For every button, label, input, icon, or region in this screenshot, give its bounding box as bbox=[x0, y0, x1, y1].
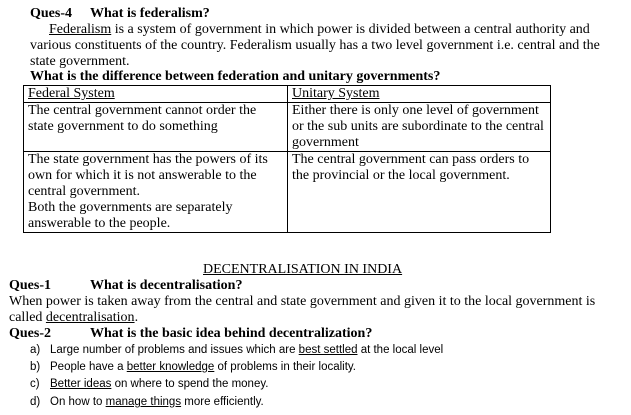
header-federal bbox=[24, 86, 288, 103]
list-text-underlined: best settled bbox=[298, 344, 358, 356]
cell-line: The state government has the powers of its bbox=[28, 152, 268, 167]
list-text-post: more efficiently. bbox=[181, 396, 264, 408]
list-marker: d) bbox=[30, 396, 41, 408]
federalism-term: Federalism bbox=[49, 22, 112, 37]
list-item bbox=[30, 377, 268, 391]
cell-line: or the sub units are subordinate to the central bbox=[292, 119, 544, 134]
q4-answer-line1-rest: is a system of government in which power is divided between a central authority and bbox=[111, 22, 590, 37]
q4-answer-line2: various constituents of the country. Federalism usually has a two level government i.e. central and the bbox=[30, 38, 600, 53]
cell-line: own for which it is not answerable to the bbox=[28, 168, 257, 183]
list-text-pre: Large number of problems and issues which are bbox=[50, 344, 299, 356]
table-row bbox=[24, 103, 551, 152]
row1-federal bbox=[24, 103, 288, 152]
comparison-table bbox=[23, 85, 551, 233]
header-federal-label: Federal System bbox=[28, 86, 115, 101]
header-unitary-label: Unitary System bbox=[292, 86, 380, 101]
q1-answer-line2 bbox=[9, 310, 138, 326]
list-item bbox=[30, 360, 356, 374]
cell-line: Both the governments are separately bbox=[28, 200, 233, 215]
cell-line: government bbox=[292, 135, 359, 150]
decentralisation-term: decentralisation bbox=[45, 310, 135, 325]
row2-federal bbox=[24, 152, 288, 233]
q4-answer-line1 bbox=[49, 22, 590, 38]
cell-line: the provincial or the local government. bbox=[292, 168, 510, 183]
list-text-post: on where to spend the money. bbox=[111, 378, 269, 390]
list-marker: c) bbox=[30, 378, 40, 390]
list-marker: b) bbox=[30, 361, 41, 373]
q2-question: What is the basic idea behind decentralization? bbox=[90, 326, 373, 341]
cell-line: Either there is only one level of government bbox=[292, 103, 539, 118]
cell-line: central government. bbox=[28, 184, 140, 199]
list-text-underlined: Better ideas bbox=[50, 378, 112, 390]
row2-unitary bbox=[288, 152, 551, 233]
list-text-post: of problems in their locality. bbox=[214, 361, 357, 373]
list-text-post: at the local level bbox=[357, 344, 444, 356]
row1-unitary bbox=[288, 103, 551, 152]
list-text-underlined: better knowledge bbox=[126, 361, 215, 373]
q4-label: Ques-4 bbox=[30, 6, 72, 21]
table-header-row bbox=[24, 86, 551, 103]
list-item bbox=[30, 395, 264, 409]
q1-answer-line1: When power is taken away from the central and state government and given it to the local government is bbox=[9, 294, 596, 309]
q1-answer-suffix: . bbox=[134, 310, 139, 325]
list-item bbox=[30, 343, 443, 357]
section-title: DECENTRALISATION IN INDIA bbox=[203, 262, 403, 277]
list-text-pre: People have a bbox=[50, 361, 127, 373]
cell-line: The central government cannot order the bbox=[28, 103, 257, 118]
q1-question: What is decentralisation? bbox=[90, 278, 243, 293]
q4-question: What is federalism? bbox=[90, 6, 210, 21]
difference-question: What is the difference between federation and unitary governments? bbox=[30, 69, 441, 84]
list-marker: a) bbox=[30, 344, 41, 356]
q2-label: Ques-2 bbox=[9, 326, 51, 341]
list-text-underlined: manage things bbox=[105, 396, 182, 408]
q1-label: Ques-1 bbox=[9, 278, 51, 293]
q1-answer-prefix: called bbox=[9, 310, 46, 325]
cell-line: The central government can pass orders to bbox=[292, 152, 530, 167]
header-unitary bbox=[288, 86, 551, 103]
q4-answer-line3: state government. bbox=[30, 54, 130, 69]
table-row bbox=[24, 152, 551, 233]
cell-line: answerable to the people. bbox=[28, 216, 171, 231]
cell-line: state government to do something bbox=[28, 119, 218, 134]
list-text-pre: On how to bbox=[50, 396, 106, 408]
